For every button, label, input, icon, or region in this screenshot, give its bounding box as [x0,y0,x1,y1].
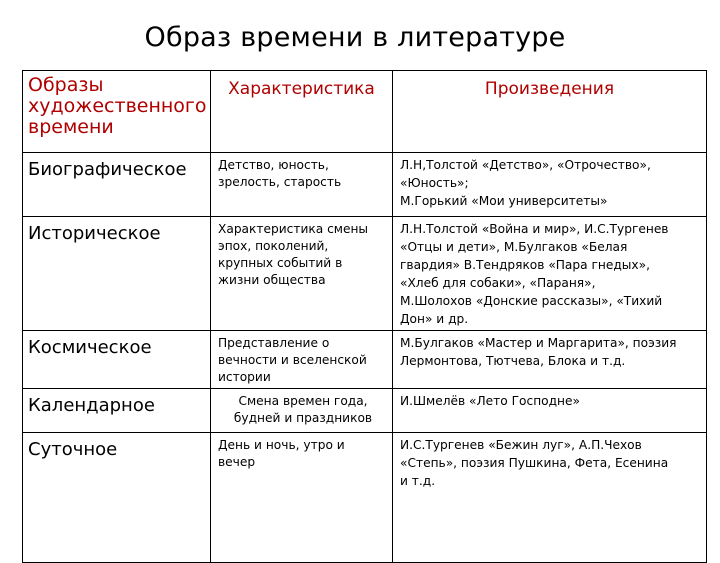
table-row [23,331,707,389]
header-images-cell [23,71,211,153]
row-characteristic [211,331,393,389]
characteristic-line: Детство, юность, [218,158,329,172]
page-title-text: Образ времени в литературе [144,22,566,53]
row-characteristic [211,433,393,563]
characteristic-line: Смена времен года, [238,394,368,408]
literature-time-table [22,70,707,563]
characteristic-line: вечер [218,455,256,469]
row-name: Суточное [23,433,211,563]
row-works [393,153,707,217]
row-works [393,217,707,331]
characteristic-line: эпох, поколений, [218,239,329,253]
works-line: Дон» и др. [400,312,469,326]
header-images-line: Образы [28,74,104,96]
works-line: Л.Н.Толстой «Война и мир», И.С.Тургенев [400,222,669,236]
characteristic-line: зрелость, старость [218,175,342,189]
row-works [393,331,707,389]
works-line: М.Горький «Мои университеты» [400,194,608,208]
works-line: гвардия» В.Тендряков «Пара гнедых», [400,258,650,272]
works-line: «Хлеб для собаки», «Параня», [400,276,596,290]
header-works: Произведения [393,71,707,153]
characteristic-line: Характеристика смены [218,222,369,236]
characteristic-line: Представление о [218,336,330,350]
works-line: и т.д. [400,474,436,488]
works-line: Лермонтова, Тютчева, Блока и т.д. [400,354,626,368]
works-line: «Степь», поэзия Пушкина, Фета, Есенина [400,456,669,470]
table-header-row [23,71,707,153]
table-row [23,153,707,217]
row-works [393,389,707,433]
works-line: И.С.Тургенев «Бежин луг», А.П.Чехов [400,438,642,452]
row-characteristic [211,153,393,217]
row-characteristic [211,217,393,331]
row-name: Историческое [23,217,211,331]
works-line: Л.Н,Толстой «Детство», «Отрочество», [400,158,651,172]
row-characteristic [211,389,393,433]
characteristic-line: жизни общества [218,273,326,287]
works-line: «Отцы и дети», М.Булгаков «Белая [400,240,628,254]
table-row [23,217,707,331]
header-images-line: времени [28,116,114,138]
table-row [23,433,707,563]
row-works [393,433,707,563]
works-line: «Юность»; [400,176,469,190]
header-images-line: художественного [28,95,207,117]
works-line: И.Шмелёв «Лето Господне» [400,394,580,408]
characteristic-line: будней и праздников [233,411,373,425]
characteristic-line: крупных событий в [218,256,343,270]
row-name: Биографическое [23,153,211,217]
row-name: Космическое [23,331,211,389]
characteristic-line: истории [218,370,271,384]
header-characteristic: Характеристика [211,71,393,153]
characteristic-line: День и ночь, утро и [218,438,345,452]
works-line: М.Булгаков «Мастер и Маргарита», поэзия [400,336,677,350]
characteristic-line: вечности и вселенской [218,353,367,367]
page-title [0,22,720,53]
row-name: Календарное [23,389,211,433]
works-line: М.Шолохов «Донские рассказы», «Тихий [400,294,663,308]
table-row [23,389,707,433]
